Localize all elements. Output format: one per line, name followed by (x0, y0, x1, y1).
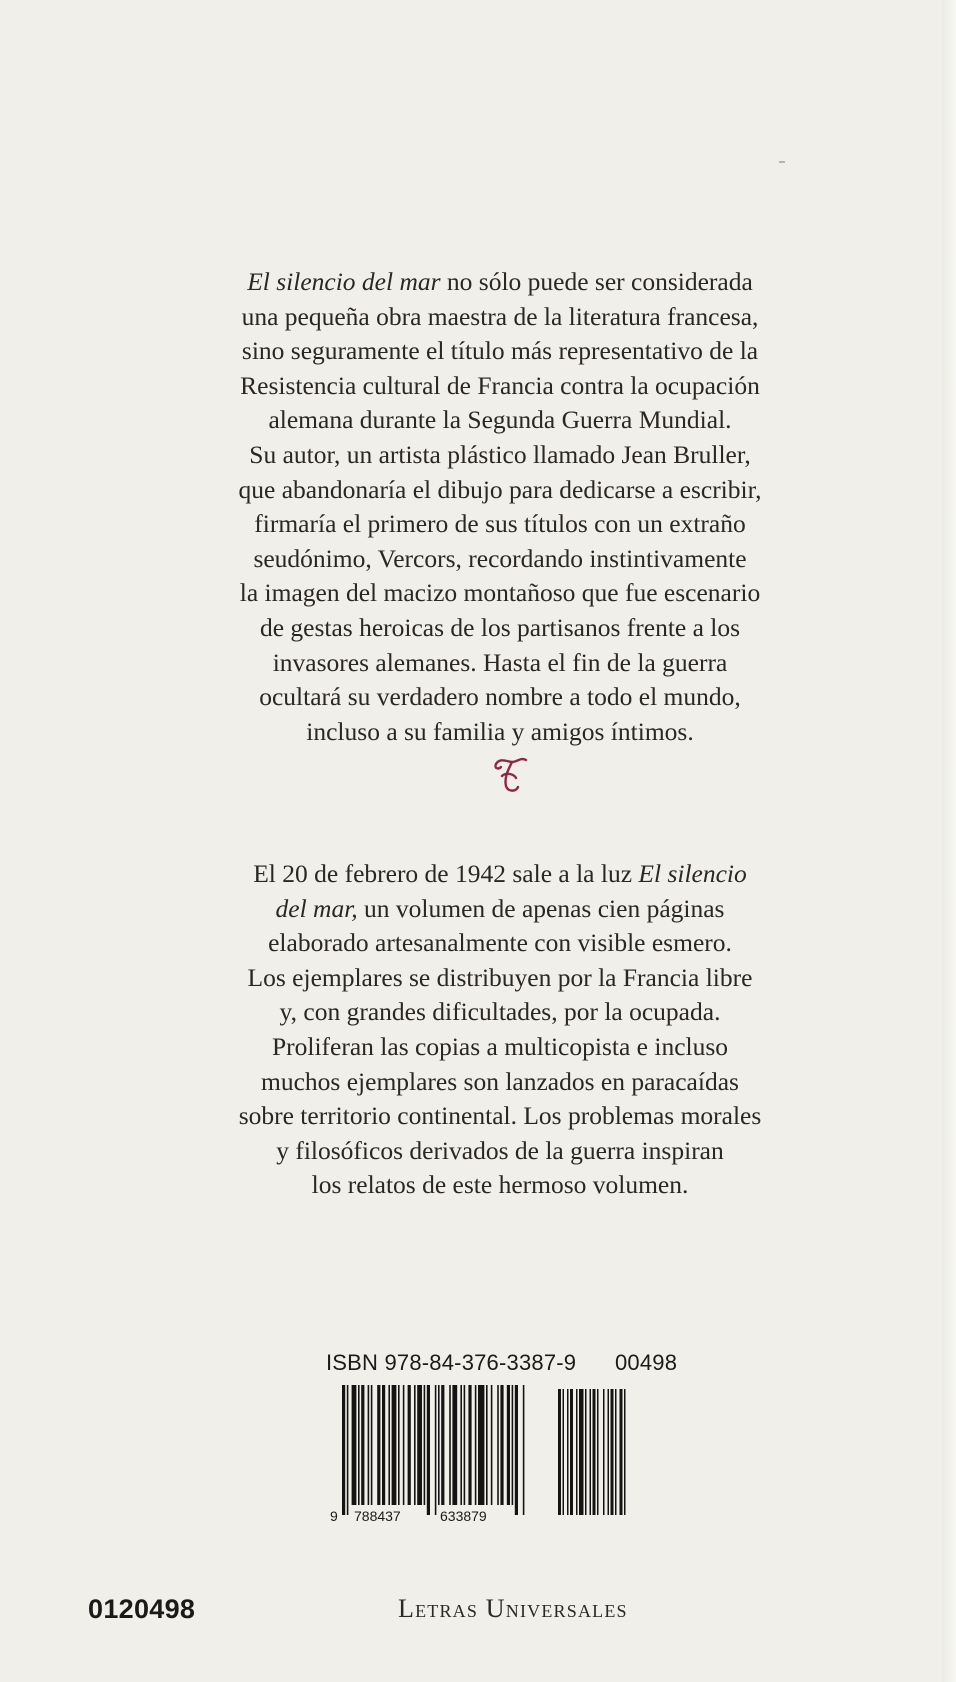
barcode-bar (392, 1385, 397, 1505)
barcode-digit-prefix: 9 (330, 1508, 338, 1524)
barcode-bar (408, 1385, 411, 1505)
barcode-addon-bar (611, 1389, 614, 1515)
barcode-bar (478, 1385, 484, 1505)
barcode-bar (452, 1385, 457, 1505)
barcode-addon-bar (576, 1389, 578, 1515)
barcode-bar (382, 1385, 385, 1505)
barcode-digits-left: 788437 (354, 1508, 401, 1524)
barcode-bar (377, 1385, 380, 1505)
isbn-number: ISBN 978-84-376-3387-9 (326, 1350, 577, 1375)
barcode-addon-bar (585, 1389, 587, 1515)
barcode-bar (475, 1385, 477, 1505)
print-speck (779, 161, 785, 163)
barcode-bar (438, 1385, 440, 1505)
barcode-bar (347, 1385, 349, 1515)
isbn-label (326, 1350, 686, 1376)
barcode-addon-bar (563, 1389, 565, 1515)
barcode-bar (352, 1385, 357, 1505)
barcode-bar (368, 1385, 370, 1505)
barcode-bar (486, 1385, 488, 1505)
barcode-bar (414, 1385, 416, 1505)
barcode-addon-bar (590, 1389, 592, 1515)
barcode-addon-bar (624, 1389, 626, 1515)
barcode-addon-bar (558, 1389, 561, 1515)
barcode-bar (417, 1385, 422, 1505)
barcode-bar (342, 1385, 345, 1515)
barcode-bar (464, 1385, 466, 1505)
barcode-bar (512, 1385, 514, 1505)
barcode-bar (424, 1385, 426, 1505)
barcode-bar (403, 1385, 405, 1505)
description-paragraph-1: El silencio del mar no sólo puede ser considerada una pequeña obra maestra de la literatura francesa, sino seguramente el título más representativo de la Resistencia cultural de Francia contra la ocupación alemana durante la Segunda Guerra Mundial. Su autor, un artista plástico llamado Jean Bruller, que abandonaría el dibujo para dedicarse a escribir, firmaría el primero de sus títulos con un extraño seudónimo, Vercors, recordando instintivamente la imagen del macizo montañoso que fue escenario de gestas heroicas de los partisanos frente a los invasores alemanes. Hasta el fin de la guerra ocultará su verdadero nombre a todo el mundo, incluso a su familia y amigos íntimos. (238, 267, 762, 746)
barcode-bar (398, 1385, 400, 1505)
barcode-bar (515, 1385, 518, 1515)
page-edge (942, 0, 956, 1682)
barcode-addon-bar (593, 1389, 596, 1515)
publisher-ornament-icon (490, 754, 530, 796)
barcode-bar (358, 1385, 360, 1505)
barcode-bar (441, 1385, 444, 1505)
barcode-bar (468, 1385, 471, 1505)
barcode-bar (507, 1385, 510, 1505)
barcode-addon-bar (603, 1389, 605, 1515)
barcode-addon-bar (570, 1389, 573, 1515)
barcode (330, 1385, 686, 1525)
barcode-bar (371, 1385, 373, 1505)
barcode-bar (449, 1385, 451, 1505)
isbn-addon: 00498 (615, 1350, 678, 1375)
catalog-code: 0120498 (88, 1594, 196, 1624)
barcode-digits-right: 633879 (440, 1508, 487, 1524)
barcode-addon-bar (567, 1389, 569, 1515)
barcode-bar (497, 1385, 499, 1505)
barcode-bar (523, 1385, 525, 1515)
collection-imprint: Letras Universales (398, 1594, 628, 1623)
barcode-bar (500, 1385, 503, 1505)
description-paragraph-2: El 20 de febrero de 1942 sale a la luz El silencio del mar, un volumen de apenas cien páginas elaborado artesanalmente con visible esmero. Los ejemplares se distribuyen por la Francia libre y, con grandes dificultades, por la ocupada. Proliferan las copias a multicopista e incluso muchos ejemplares son lanzados en paracaídas sobre territorio continental. Los problemas morales y filosóficos derivados de la guerra inspiran los relatos de este hermoso volumen. (238, 859, 762, 1200)
barcode-bar (491, 1385, 493, 1505)
barcode-bar (361, 1385, 364, 1505)
barcode-addon-bar (597, 1389, 599, 1515)
barcode-bar (427, 1385, 430, 1515)
barcode-bar (388, 1385, 390, 1505)
barcode-addon-bar (615, 1389, 617, 1515)
barcode-bar (435, 1385, 437, 1515)
barcode-addon-bar (608, 1389, 610, 1515)
barcode-addon-bar (620, 1389, 623, 1515)
barcode-bar (460, 1385, 462, 1505)
barcode-addon-bar (579, 1389, 584, 1515)
